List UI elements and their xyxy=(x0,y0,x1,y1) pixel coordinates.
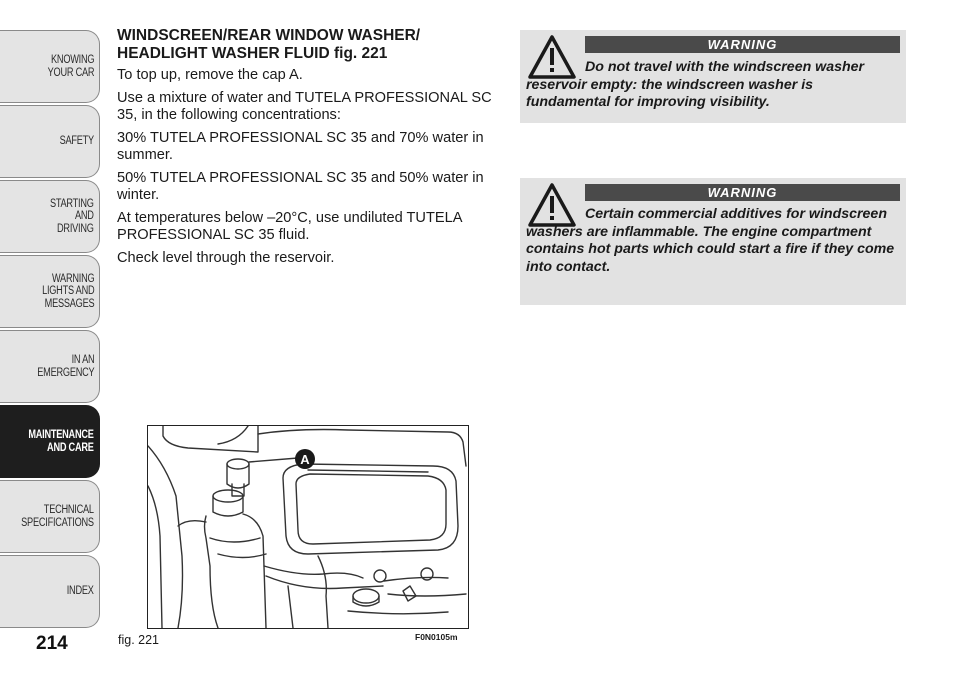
section-heading-text: WINDSCREEN/REAR WINDOW WASHER/ HEADLIGHT WASHER FLUID xyxy=(117,27,421,62)
tab-label: INDEX xyxy=(67,585,94,598)
warning-title: WARNING xyxy=(585,184,900,201)
paragraph: To top up, remove the cap A. xyxy=(117,67,303,83)
tab-label: SAFETY xyxy=(59,135,94,148)
tab-technical-specifications[interactable] xyxy=(0,480,100,553)
callout-label: A xyxy=(300,452,310,467)
warning-title: WARNING xyxy=(585,36,900,53)
figure-reference[interactable]: fig. 221 xyxy=(334,44,388,62)
paragraph: Check level through the reservoir. xyxy=(117,249,335,266)
figure-caption: fig. 221 xyxy=(118,633,160,647)
tab-label: WARNING LIGHTS AND MESSAGES xyxy=(41,272,94,310)
tab-label: MAINTENANCE AND CARE xyxy=(28,429,94,454)
page-number: 214 xyxy=(36,633,68,654)
washer-fluid-section xyxy=(117,27,499,272)
warning-text: Certain commercial additives for windscreen washers are inflammable. The engine compartment contains hot parts which could start a fire if they come into contact. xyxy=(526,206,895,275)
tab-warning-lights-and-messages[interactable] xyxy=(0,255,100,328)
tab-label: KNOWING YOUR CAR xyxy=(47,54,94,79)
section-heading xyxy=(117,27,499,62)
tab-maintenance-and-care[interactable] xyxy=(0,405,100,478)
tab-safety[interactable] xyxy=(0,105,100,178)
paragraph: At temperatures below –20°C, use undiluted TUTELA PROFESSIONAL SC 35 fluid. xyxy=(117,209,462,243)
tab-starting-and-driving[interactable] xyxy=(0,180,100,253)
tab-label: TECHNICAL SPECIFICATIONS xyxy=(21,504,94,529)
tab-label: STARTING AND DRIVING xyxy=(50,197,94,235)
paragraph: 50% TUTELA PROFESSIONAL SC 35 and 50% water in winter. xyxy=(117,169,484,203)
warning-text: Do not travel with the windscreen washer reservoir empty: the windscreen washer is fundamental for improving visibility. xyxy=(526,59,865,110)
tab-label: IN AN EMERGENCY xyxy=(36,354,94,379)
tab-knowing-your-car[interactable] xyxy=(0,30,100,103)
warning-box-empty-reservoir xyxy=(520,30,906,123)
engine-bay-illustration xyxy=(147,425,469,629)
figure-code: F0N0105m xyxy=(415,632,458,642)
tab-in-an-emergency[interactable] xyxy=(0,330,100,403)
paragraph: Use a mixture of water and TUTELA PROFESSIONAL SC 35, in the following concentrations: xyxy=(117,89,492,123)
warning-box-inflammable-additives xyxy=(520,178,906,305)
tab-index[interactable] xyxy=(0,555,100,628)
paragraph: 30% TUTELA PROFESSIONAL SC 35 and 70% water in summer. xyxy=(117,129,484,163)
washer-reservoir-drawing xyxy=(148,426,468,628)
